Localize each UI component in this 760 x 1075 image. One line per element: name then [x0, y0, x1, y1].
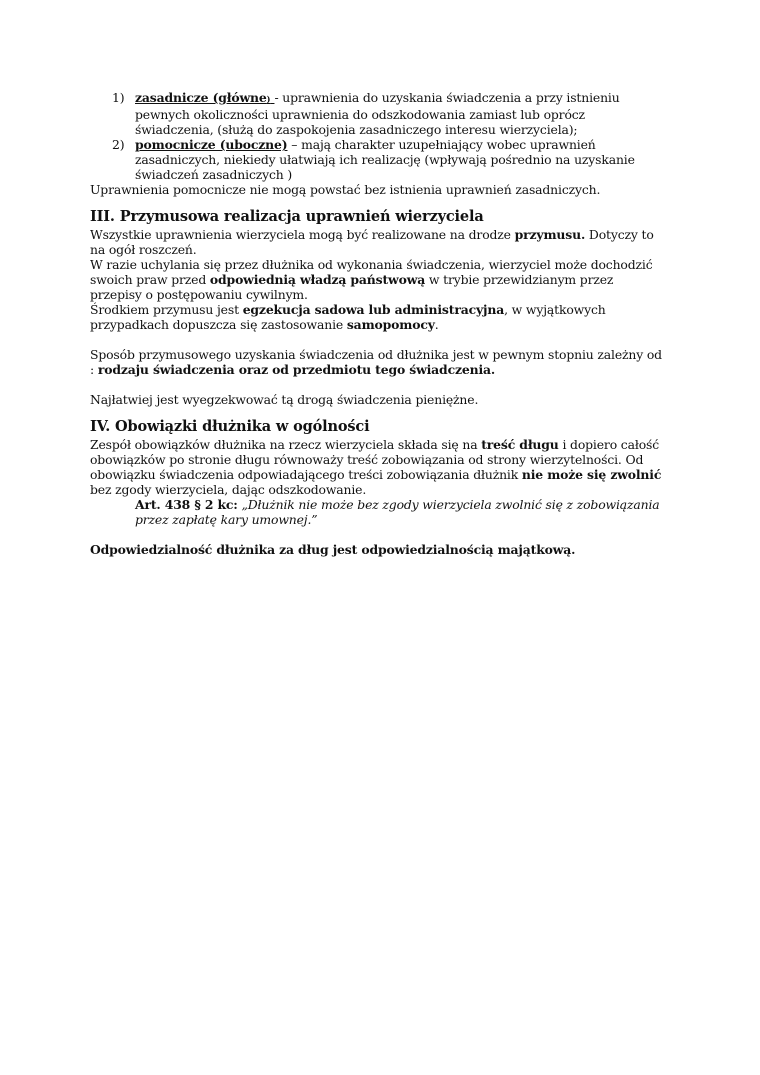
list-item: [90, 137, 665, 182]
paragraph: Uprawnienia pomocnicze nie mogą powstać bez istnienia uprawnień zasadniczych.: [90, 182, 601, 197]
section-heading-3: III. Przymusowa realizacja uprawnień wierzyciela: [90, 208, 484, 225]
document-page: [90, 90, 665, 557]
list-number: 2): [112, 137, 125, 152]
rights-list: [90, 90, 665, 182]
spacer: [90, 332, 665, 347]
paragraph: Zespół obowiązków dłużnika na rzecz wierzyciela składa się na treść długu i dopiero całość obowiązków po stronie długu równoważy treść zobowiązania od strony wierzytelności. Od obowiązku świadczenia odpowiadającego treści zobowiązania dłużnik nie może się zwolnić bez zgody wierzyciela, dając odszkodowanie.: [90, 437, 662, 497]
section-heading-4: IV. Obowiązki dłużnika w ogólności: [90, 418, 370, 435]
paragraph: Sposób przymusowego uzyskania świadczenia od dłużnika jest w pewnym stopniu zależny od : rodzaju świadczenia oraz od przedmiotu tego świadczenia.: [90, 347, 662, 377]
list-number: 1): [112, 90, 125, 105]
list-text: - uprawnienia do uzyskania świadczenia a przy istnieniu pewnych okoliczności uprawnienia do odszkodowania zamiast lub oprócz świadczenia, (służą do zaspokojenia zasadniczego interesu wierzyciela);: [135, 90, 620, 137]
paragraph: Wszystkie uprawnienia wierzyciela mogą być realizowane na drodze przymusu. Dotyczy to na ogół roszczeń.: [90, 227, 654, 257]
term-auxiliary: pomocnicze (uboczne): [135, 137, 288, 152]
term-main: zasadnicze (główne): [135, 90, 271, 105]
spacer: [90, 527, 665, 542]
list-text: – mają charakter uzupełniający wobec uprawnień zasadniczych, niekiedy ułatwiają ich realizację (wpływają pośrednio na uzyskanie świadczeń zasadniczych ): [135, 137, 635, 182]
list-item: [90, 90, 665, 137]
paragraph: W razie uchylania się przez dłużnika od wykonania świadczenia, wierzyciel może dochodzić swoich praw przed odpowiednią władzą państwową w trybie przewidzianym przez przepisy o postępowaniu cywilnym.: [90, 257, 653, 302]
paragraph: Środkiem przymusu jest egzekucja sadowa lub administracyjna, w wyjątkowych przypadkach dopuszcza się zastosowanie samopomocy.: [90, 302, 606, 332]
article-quote: Art. 438 § 2 kc: „Dłużnik nie może bez zgody wierzyciela zwolnić się z zobowiązania przez zapłatę kary umownej.”: [135, 497, 660, 527]
spacer: [90, 377, 665, 392]
closing-statement: Odpowiedzialność dłużnika za dług jest odpowiedzialnością majątkową.: [90, 542, 576, 557]
paragraph: Najłatwiej jest wyegzekwować tą drogą świadczenia pieniężne.: [90, 392, 479, 407]
